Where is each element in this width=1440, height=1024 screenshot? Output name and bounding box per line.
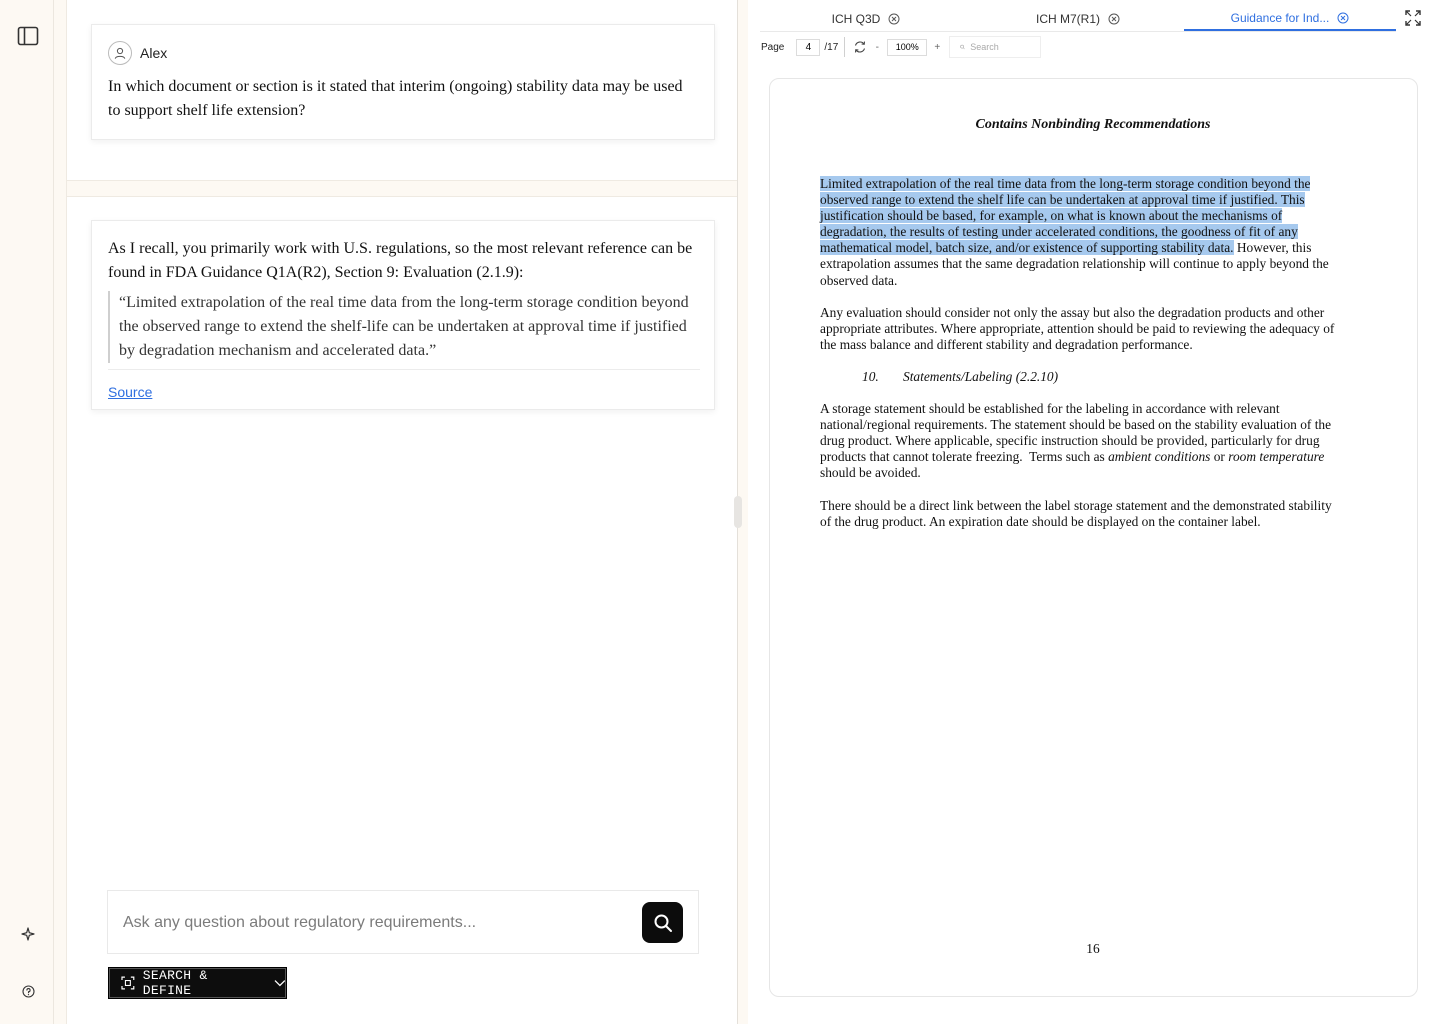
sparkle-icon <box>21 927 35 941</box>
answer-divider <box>108 369 700 370</box>
toolbar-divider <box>844 37 845 57</box>
mode-label: SEARCH & DEFINE <box>142 968 208 998</box>
highlighted-text: justification should be based, for example, on what is known about the mechanisms of <box>820 208 1283 224</box>
source-link[interactable]: Source <box>108 384 153 400</box>
zoom-input[interactable] <box>887 39 927 56</box>
pdf-line: drug product. Where applicable, specific instruction should be provided, particularly for drug <box>820 433 1320 449</box>
pdf-paragraph-extrapolation <box>820 176 1370 289</box>
pdf-line <box>820 208 1370 224</box>
pdf-line <box>820 176 1370 192</box>
help-button[interactable] <box>15 978 41 1004</box>
expand-icon <box>1405 10 1421 26</box>
user-icon <box>113 46 127 60</box>
close-circle-icon <box>1337 12 1349 24</box>
pdf-line: A storage statement should be established for the labeling in accordance with relevant <box>820 401 1280 416</box>
pane-resize-handle[interactable] <box>734 496 742 528</box>
zoom-in-button[interactable]: + <box>934 41 941 53</box>
pdf-page-number: 16 <box>1086 941 1100 956</box>
answer-intro: As I recall, you primarily work with U.S. regulations, so the most relevant reference can be found in FDA Guidance Q1A(R2), Section 9: Evaluation (2.1.9): <box>108 240 693 281</box>
section-title: Statements/Labeling (2.2.10) <box>903 369 1059 384</box>
document-tabs <box>760 6 1396 32</box>
pdf-header: Contains Nonbinding Recommendations <box>975 117 1211 132</box>
sparkle-button[interactable] <box>15 921 41 947</box>
document-search-input[interactable] <box>970 42 1040 52</box>
answer-quote: “Limited extrapolation of the real time data from the long-term storage condition beyond the observed range to extend the shelf-life can be undertaken at approval time if justified by degradation mechanism and accelerated data.” <box>108 291 700 363</box>
avatar <box>108 41 132 65</box>
close-circle-icon <box>1108 13 1120 25</box>
page-total: /17 <box>824 41 839 53</box>
pdf-section-heading <box>862 369 1058 385</box>
question-input[interactable] <box>123 911 623 935</box>
question-input-box <box>107 890 699 954</box>
message-separator <box>67 180 737 197</box>
tab-close-button[interactable] <box>1108 13 1120 25</box>
scan-icon <box>121 976 135 990</box>
pdf-line <box>820 192 1370 208</box>
tab-label: ICH M7(R1) <box>1035 11 1100 26</box>
highlighted-text: mathematical model, batch size, and/or existence of supporting stability data. <box>820 240 1234 256</box>
pdf-italic-text: room temperature <box>1228 449 1325 465</box>
pdf-italic-text: ambient conditions <box>1108 449 1211 465</box>
document-toolbar <box>761 36 1041 58</box>
expand-viewer-button[interactable] <box>1405 10 1421 26</box>
pdf-line <box>820 449 1370 465</box>
search-submit-button[interactable] <box>642 902 683 943</box>
pdf-paragraph-label-link <box>820 498 1370 530</box>
tab-close-button[interactable] <box>1337 12 1349 24</box>
highlighted-text: Limited extrapolation of the real time data from the long-term storage condition beyond the <box>820 176 1311 191</box>
pdf-line: extrapolation assumes that the same degradation relationship will continue to apply beyond the <box>820 256 1329 272</box>
section-number: 10. <box>862 369 879 384</box>
search-icon <box>653 913 673 933</box>
refresh-icon <box>853 40 867 54</box>
chat-pane <box>66 0 738 1024</box>
tab-guidance-for-industry[interactable] <box>1184 6 1396 31</box>
chevron-down-icon <box>274 979 286 987</box>
page-label: Page <box>761 41 785 53</box>
left-rail <box>0 0 54 1024</box>
pdf-line: There should be a direct link between the label storage statement and the demonstrated stability <box>820 498 1332 513</box>
pdf-line: Any evaluation should consider not only the assay but also the degradation products and other <box>820 305 1325 320</box>
pdf-line <box>820 240 1370 256</box>
zoom-out-button[interactable]: - <box>875 41 879 53</box>
pdf-line: appropriate attributes. Where appropriate, attention should be paid to reviewing the adequacy of <box>820 321 1335 337</box>
pdf-text: products that cannot tolerate freezing. Terms such as <box>820 449 1109 465</box>
tab-ich-m7[interactable] <box>972 6 1184 31</box>
pdf-line <box>820 224 1370 240</box>
document-search <box>949 36 1041 58</box>
pdf-page <box>769 78 1418 997</box>
help-icon <box>22 985 35 998</box>
tab-ich-q3d[interactable] <box>760 6 972 31</box>
pdf-line: should be avoided. <box>820 465 921 481</box>
answer-card <box>91 220 715 410</box>
pdf-text: However, this <box>1233 240 1312 256</box>
tab-label: Guidance for Ind... <box>1230 10 1330 25</box>
pdf-paragraph-storage-statement <box>820 401 1370 481</box>
search-icon <box>960 42 965 52</box>
user-message-card <box>91 24 715 140</box>
page-number-input[interactable] <box>796 39 820 56</box>
refresh-button[interactable] <box>853 40 867 54</box>
mode-select-button[interactable] <box>108 967 287 999</box>
user-question: In which document or section is it stated that interim (ongoing) stability data may be used to support shelf life extension? <box>108 78 683 119</box>
pdf-line: observed data. <box>820 272 898 288</box>
pdf-line: the mass balance and different stability and degradation performance. <box>820 337 1193 353</box>
tab-label: ICH Q3D <box>831 11 881 26</box>
pdf-line: of the drug product. An expiration date should be displayed on the container label. <box>820 514 1261 530</box>
document-viewer <box>748 0 1440 1024</box>
user-name: Alex <box>140 45 168 61</box>
close-circle-icon <box>888 13 900 25</box>
sidebar-toggle-button[interactable] <box>15 23 41 49</box>
tab-close-button[interactable] <box>888 13 900 25</box>
sidebar-icon <box>17 26 39 46</box>
pdf-text: or <box>1210 449 1229 465</box>
pdf-line: national/regional requirements. The statement should be based on the stability evaluation of the <box>820 417 1332 433</box>
user-message-header <box>108 41 698 65</box>
highlighted-text: observed range to extend the shelf life can be undertaken at approval time if justified. This <box>820 192 1305 208</box>
pdf-paragraph-evaluation <box>820 305 1370 353</box>
highlighted-text: degradation, the results of testing under accelerated conditions, the goodness of fit of any <box>820 224 1298 240</box>
